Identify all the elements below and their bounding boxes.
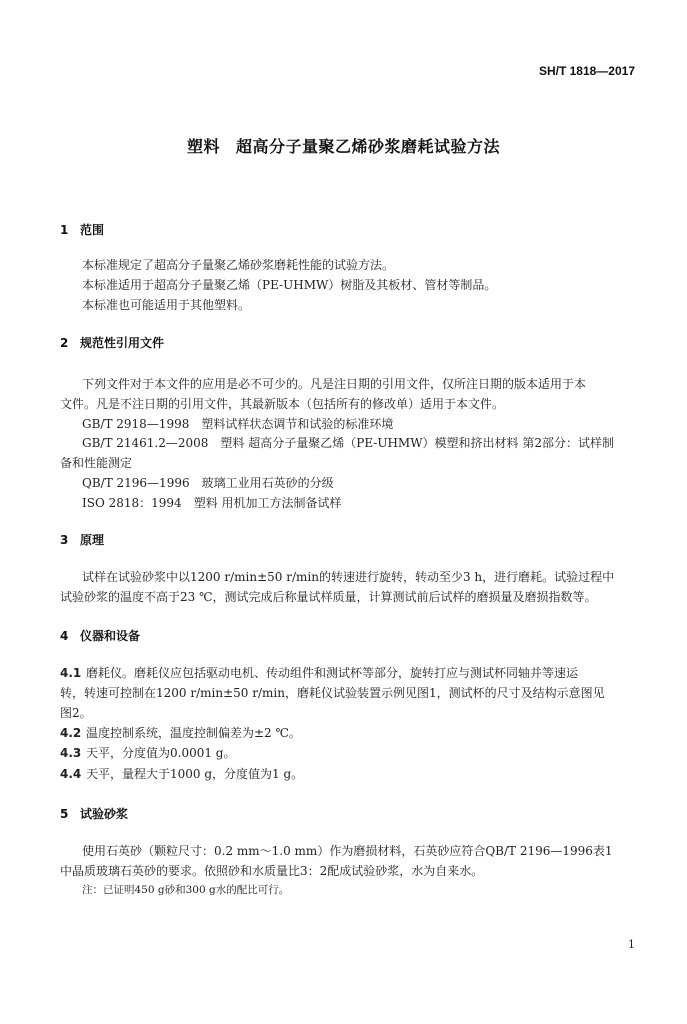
subclause-number: 4.2 — [60, 726, 82, 740]
paragraph-line: 试验砂浆的温度不高于23 ℃，测试完成后称量试样质量，计算测试前后试样的磨损量及磨损指数等。 — [60, 590, 597, 604]
page-number: 1 — [628, 938, 635, 951]
section-2-heading — [60, 334, 164, 351]
section-1-heading — [60, 221, 104, 238]
subclause-number: 4.4 — [60, 767, 82, 781]
section-number: 5 — [60, 807, 69, 821]
paragraph-line: 文件。凡是不注日期的引用文件，其最新版本（包括所有的修改单）适用于本文件。 — [60, 397, 505, 411]
paragraph-line: 本标准也可能适用于其他塑料。 — [82, 298, 251, 312]
subclause-4-4 — [60, 765, 303, 782]
title-part2: 超高分子量聚乙烯砂浆磨耗试验方法 — [236, 137, 501, 156]
reference-item: GB/T 2918—1998 塑料试样状态调节和试验的标准环境 — [82, 417, 394, 431]
section-number: 2 — [60, 336, 69, 350]
section-4-heading — [60, 627, 140, 644]
subclause-text: 天平，量程大于1000 g，分度值为1 g。 — [86, 767, 304, 781]
section-title: 原理 — [80, 533, 105, 547]
paragraph-line: 图2。 — [60, 706, 92, 720]
subclause-text: 温度控制系统，温度控制偏差为±2 ℃。 — [86, 726, 301, 740]
subclause-4-1 — [60, 664, 578, 681]
subclause-text: 磨耗仪。磨耗仪应包括驱动电机、传动组件和测试杯等部分，旋转打应与测试杯同轴并等速运 — [86, 666, 579, 680]
subclause-number: 4.1 — [60, 666, 82, 680]
paragraph-line: 本标准规定了超高分子量聚乙烯砂浆磨耗性能的试验方法。 — [82, 258, 395, 272]
subclause-number: 4.3 — [60, 746, 82, 760]
section-title: 试验砂浆 — [80, 807, 129, 821]
section-title: 范围 — [80, 223, 105, 237]
paragraph-line: 下列文件对于本文件的应用是必不可少的。凡是注日期的引用文件，仅所注日期的版本适用于本 — [82, 377, 587, 391]
paragraph-line: 本标准适用于超高分子量聚乙烯（PE-UHMW）树脂及其板材、管材等制品。 — [82, 278, 497, 292]
paragraph-line: 转，转速可控制在1200 r/min±50 r/min，磨耗仪试验装置示例见图1，测试杯的尺寸及结构示意图见 — [60, 686, 605, 700]
reference-item: 备和性能测定 — [60, 456, 133, 470]
paragraph-line: 试样在试验砂浆中以1200 r/min±50 r/min的转速进行旋转，转动至少3 h，进行磨耗。试验过程中 — [82, 570, 615, 584]
section-number: 1 — [60, 223, 69, 237]
subclause-text: 天平，分度值为0.0001 g。 — [86, 746, 236, 760]
reference-item: GB/T 21461.2—2008 塑料 超高分子量聚乙烯（PE-UHMW）模塑和挤出材料 第2部分：试样制 — [82, 436, 615, 450]
reference-item: ISO 2818：1994 塑料 用机加工方法制备试样 — [82, 496, 342, 510]
paragraph-line: 使用石英砂（颗粒尺寸：0.2 mm～1.0 mm）作为磨损材料，石英砂应符合QB/T 2196—1996表1 — [82, 844, 613, 858]
section-number: 3 — [60, 533, 69, 547]
document-title — [0, 134, 687, 157]
section-3-heading — [60, 531, 104, 548]
subclause-4-3 — [60, 744, 236, 761]
title-part1: 塑料 — [186, 137, 220, 156]
standard-number: SH/T 1818—2017 — [538, 64, 635, 78]
note-text: 注：已证明450 g砂和300 g水的配比可行。 — [82, 884, 290, 896]
section-5-heading — [60, 805, 128, 822]
section-title: 规范性引用文件 — [80, 336, 165, 350]
reference-item: QB/T 2196—1996 玻璃工业用石英砂的分级 — [82, 476, 334, 490]
subclause-4-2 — [60, 724, 301, 741]
paragraph-line: 中晶质玻璃石英砂的要求。依照砂和水质量比3：2配成试验砂浆，水为自来水。 — [60, 864, 484, 878]
section-number: 4 — [60, 629, 69, 643]
section-title: 仪器和设备 — [80, 629, 141, 643]
